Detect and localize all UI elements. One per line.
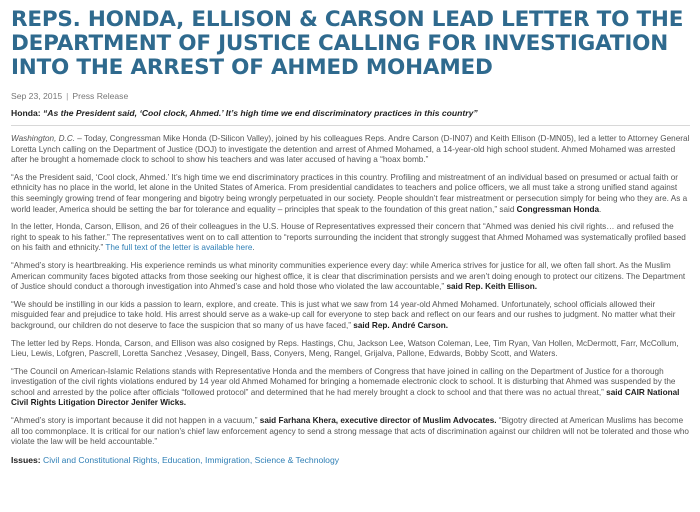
paragraph-cosigners: The letter led by Reps. Honda, Carson, and Ellison was also cosigned by Reps. Hastings, Chu, Jackson Lee, Watson Coleman, Lee, Tim Ryan, Van Hollen, McDermott, Farr, McCollum, Lieu, Lewis, Lofgren, Pascrell, Loretta Sanchez ,Vesasey, Dingell, Bass, Conyers, Meng, Rangel, Grijalva, Pallone, Edwards, Bobby Scott, and Waters. <box>11 338 679 359</box>
paragraph-text: – Today, Congressman Mike Honda (D-Silicon Valley), joined by his colleagues Reps. Andre Carson (D-IN07) and Keith Ellison (D-MN05), led a letter to Attorney General Loretta Lynch calling on the Department of Justice (DOJ) to investigate the detention and arrest of Ahmed Mohamed, a 14-year-old high school student. Ahmed Mohamed was arrested after he brought a homemade clock to school to show his teachers and was later accused of having a “hoax bomb.” <box>11 134 690 165</box>
paragraph-muslim-advocates-quote <box>11 416 690 448</box>
publish-date: Sep 23, 2015 <box>11 91 63 101</box>
paragraph-text: “Ahmed’s story is important because it did not happen in a vacuum,” <box>11 416 260 426</box>
category-link[interactable]: Press Release <box>72 91 129 101</box>
paragraph-honda-quote <box>11 173 690 215</box>
paragraph-text: “Ahmed’s story is heartbreaking. His experience reminds us what minority communities experience every day: while America strives for justice for all, we often fall short. As the Muslim American community faces bigoted attacks from those seeking our highest office, it is clear that discrimination persists and we aren’t doing enough to protect our citizens. The Department of Justice should conduct a thorough investigation into Ahmed’s case and hold those who violated the law accountable,” <box>11 260 686 292</box>
page-title: REPS. HONDA, ELLISON & CARSON LEAD LETTER TO THE DEPARTMENT OF JUSTICE CALLING FOR INVESTIGATION INTO THE ARREST OF AHMED MOHAMED <box>11 7 684 80</box>
dateline: Washington, D.C. <box>11 134 76 143</box>
issues-row <box>11 455 690 466</box>
paragraph-carson-quote <box>11 300 690 332</box>
speaker-name: said CAIR National Civil Rights Litigation Director Jenifer Wicks. <box>11 387 680 408</box>
paragraph-ellison-quote <box>11 261 690 293</box>
paragraph-text: “Bigotry directed at American Muslims has become all too commonplace. It is critical for our nation’s chief law enforcement agency to send a strong message that acts of discrimination against our children will not be tolerated and those who violate the law will be held accountable.” <box>11 416 689 447</box>
speaker-name: Congressman Honda <box>516 204 600 214</box>
speaker-name: said Rep. André Carson. <box>353 320 449 330</box>
paragraph-cair-quote <box>11 367 690 409</box>
speaker-name: said Farhana Khera, executive director of Muslim Advocates. <box>259 416 497 426</box>
meta-separator: | <box>66 91 69 101</box>
paragraph-text: “We should be instilling in our kids a passion to learn, explore, and create. This is just what we saw from 14 year-old Ahmed Mohamed. Unfortunately, school officials allowed their misguided fear and prejudice to take hold. His arrest should serve as a wake-up call for everyone to step back and reflect on our fears and our rushes to judgment. No matter what their background, our children do not deserve to face the suspicion that so many of us have faced,” <box>11 299 676 330</box>
paragraph-end: . <box>252 243 255 253</box>
subheadline <box>11 108 690 119</box>
paragraph-letter <box>11 222 690 254</box>
issues-label: Issues: <box>11 454 41 465</box>
issues-topics-links[interactable]: Civil and Constitutional Rights, Education, Immigration, Science & Technology <box>43 454 340 465</box>
full-letter-link[interactable]: The full text of the letter is available here <box>105 243 253 253</box>
paragraph-intro <box>11 134 690 166</box>
paragraph-text: “The Council on American-Islamic Relations stands with Representative Honda and the members of Congress that have joined in calling on the Department of Justice for a thorough investigation of the civil rights violations endured by 14 year old Ahmed Mohamed for bringing a homemade electronic clock to school. It is disturbing that Ahmed was suspended by the school and arrested by the police after officials “followed protocol” and determined that he had merely brought a clock to school and that there was no actual threat,” <box>11 366 676 397</box>
paragraph-end: . <box>599 204 602 214</box>
article-meta <box>11 90 690 102</box>
speaker-name: said Rep. Keith Ellison. <box>446 282 537 292</box>
paragraph-text: In the letter, Honda, Carson, Ellison, and 26 of their colleagues in the U.S. House of Representatives expressed their concern that “Ahmed was denied his civil rights… and refused the right to speak to his father.” The representatives went on to call attention to “reports surrounding the incident that strongly suggest that Ahmed Mohamed was systematically profiled based on his faith and ethnicity.” <box>11 222 686 253</box>
subhead-lead: Honda: <box>11 108 43 118</box>
paragraph-text: “As the President said, ‘Cool clock, Ahmed.’ It’s high time we end discriminatory practices in this country. Profiling and mistreatment of an individual based on presumed or actual faith or ethnicity has no place in the world, let alone in the United States of America. From presidential candidates to teachers and police officers, we all must take a strong unified stand against this seemingly growing trend of fear mongering and bigotry being wrongly perpetuated in our society. People shouldn’t fear mistreatment or persecution simply for being who they are. As a world leader, America should be setting the bar for tolerance and equality – principles that speak to the foundation of this great nation,” said <box>11 172 688 214</box>
subhead-quote: “As the President said, ‘Cool clock, Ahmed.’ It’s high time we end discriminatory practices in this country” <box>42 108 478 118</box>
divider <box>11 125 690 126</box>
